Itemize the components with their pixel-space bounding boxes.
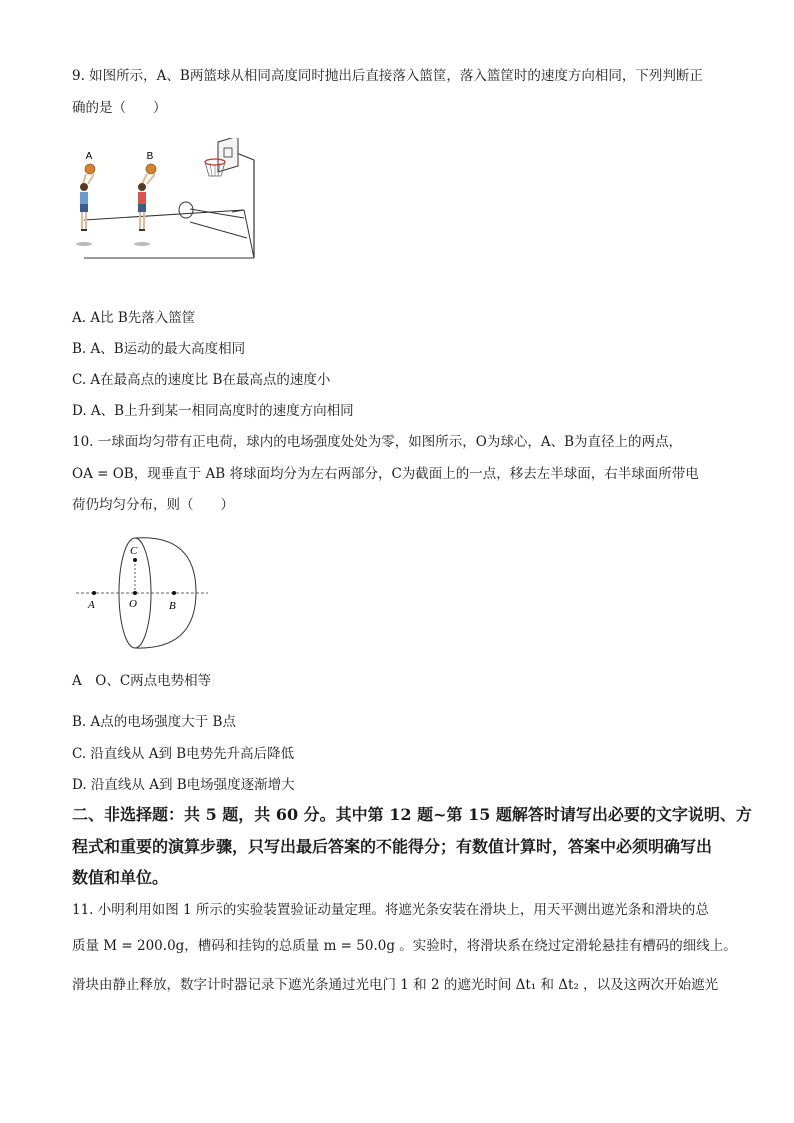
q10-option-b: B. A点的电场强度大于 B点 xyxy=(72,714,236,730)
q10-stem-line2: OA = OB，现垂直于 AB 将球面均分为左右两部分，C为截面上的一点，移去左半球面，右半球面所带电 xyxy=(72,466,699,482)
section2-heading-line1: 二、非选择题：共 5 题，共 60 分。其中第 12 题~第 15 题解答时请写出必要的文字说明、方 xyxy=(72,805,752,824)
basketball-figure xyxy=(72,138,262,263)
label-o: O xyxy=(129,598,137,610)
q10-stem-line1: 10. 一球面均匀带有正电荷，球内的电场强度处处为零，如图所示，O为球心，A、B为直径上的两点， xyxy=(72,434,682,450)
q9-stem-line2: 确的是（ ） xyxy=(72,100,167,116)
q10-stem-line3: 荷仍均匀分布，则（ ） xyxy=(72,497,234,513)
q11-stem-line2: 质量 M = 200.0g，槽码和挂钩的总质量 m = 50.0g 。实验时，将滑块系在绕过定滑轮悬挂有槽码的细线上。 xyxy=(72,938,737,954)
q10-option-c: C. 沿直线从 A到 B电势先升高后降低 xyxy=(72,746,295,762)
q9-stem-line1: 9. 如图所示，A、B两篮球从相同高度同时抛出后直接落入篮筐，落入篮筐时的速度方向相同，下列判断正 xyxy=(72,68,703,84)
label-b: B xyxy=(169,600,176,612)
section2-heading-line3: 数值和单位。 xyxy=(72,868,169,887)
label-c: C xyxy=(130,545,138,557)
player-b xyxy=(134,164,156,246)
q11-stem-line1: 11. 小明利用如图 1 所示的实验装置验证动量定理。将遮光条安装在滑块上，用天平测出遮光条和滑块的总 xyxy=(72,902,709,918)
label-a: A xyxy=(85,151,93,162)
q9-option-c: C. A在最高点的速度比 B在最高点的速度小 xyxy=(72,372,331,388)
section2-heading-line2: 程式和重要的演算步骤，只写出最后答案的不能得分；有数值计算时，答案中必须明确写出 xyxy=(72,837,713,856)
player-a xyxy=(76,164,95,246)
q10-option-d: D. 沿直线从 A到 B电场强度逐渐增大 xyxy=(72,777,295,793)
label-a: A xyxy=(88,599,95,611)
hemisphere-figure xyxy=(72,530,212,660)
q9-option-d: D. A、B上升到某一相同高度时的速度方向相同 xyxy=(72,403,354,419)
q9-option-b: B. A、B运动的最大高度相同 xyxy=(72,341,246,357)
q11-stem-line3: 滑块由静止释放，数字计时器记录下遮光条通过光电门 1 和 2 的遮光时间 Δt₁ 和 Δt₂ ，以及这两次开始遮光 xyxy=(72,977,719,993)
q9-option-a: A. A比 B先落入篮筐 xyxy=(72,310,196,326)
q10-option-a: A O、C两点电势相等 xyxy=(72,673,212,689)
label-b: B xyxy=(146,151,154,162)
